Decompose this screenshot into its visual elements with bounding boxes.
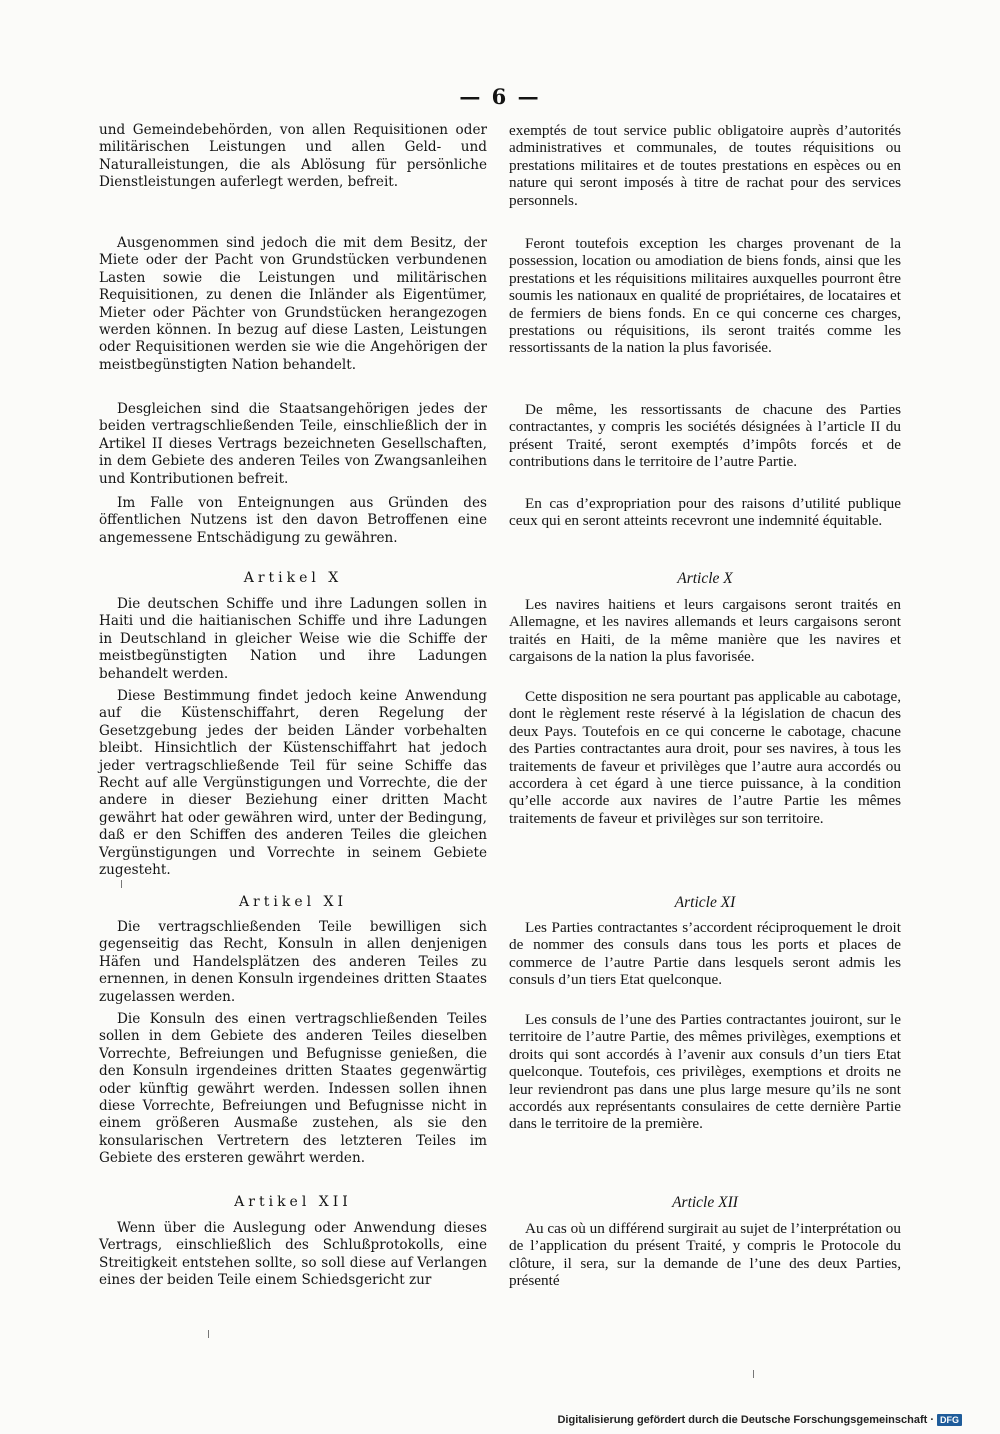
german-paragraph-7 bbox=[99, 919, 487, 1006]
french-text: Cette disposition ne sera pourtant pas applicable au cabotage, dont le règlement reste réservé à la législation de chacun des deux Pays. Toutefois en ce qui concerne le cabotage, chacune des Parties contractantes aura droit, pour ses navires, à tous les traitements de faveur et privilèges que l’autre aura accordés ou accordera à cet égard à une tierce puissance, à la condition qu’elle accorde aux navires de l’autre Partie les mêmes traitements de faveur et privilèges sur son territoire. bbox=[509, 688, 901, 827]
german-text: Desgleichen sind die Staatsangehörigen jedes der beiden vertragschließenden Teile, einschließlich der in Artikel II dieses Vertrags bezeichneten Gesellschaften, in dem Gebiete des anderen Teiles von Zwangsanleihen und Kontributionen befreit. bbox=[99, 401, 487, 487]
german-text: Im Falle von Enteignungen aus Gründen des öffentlichen Nutzens ist den davon Betroffenen eine angemessene Entschädigung zu gewähren. bbox=[99, 495, 487, 546]
french-paragraph-5 bbox=[509, 596, 901, 666]
german-paragraph-9 bbox=[99, 1220, 487, 1290]
german-paragraph-3 bbox=[99, 401, 487, 488]
french-text: Au cas où un différend surgirait au sujet de l’interprétation ou de l’application du présent Traité, y compris le Protocole du clôture, il sera, sur la demande de l’une des deux Parties, présenté bbox=[509, 1220, 901, 1290]
scan-speck bbox=[121, 880, 122, 888]
french-text: De même, les ressortissants de chacune des Parties contractantes, y compris les sociétés désignées à l’article II du présent Traité, seront exemptés d’impôts forcés et de contributions dans le territoire de l’autre Partie. bbox=[509, 401, 901, 471]
german-text: und Gemeindebehörden, von allen Requisitionen oder militärischen Leistungen und allen Geld- und Naturalleistungen, die als Ablösung für persönliche Dienstleistungen auferlegt werden, befreit. bbox=[99, 122, 487, 191]
french-paragraph-6 bbox=[509, 688, 901, 827]
german-paragraph-4 bbox=[99, 495, 487, 547]
page-number: — 6 — bbox=[459, 84, 541, 109]
french-text: Les Parties contractantes s’accordent réciproquement le droit de nommer des consuls dans tous les ports et places de commerce de l’autre Partie dans lesquels seront admis les consuls d’un tiers Etat quelconque. bbox=[509, 919, 901, 989]
french-text: En cas d’expropriation pour des raisons d’utilité publique ceux qui en seront atteints recevront une indemnité équitable. bbox=[509, 495, 901, 530]
french-paragraph-4 bbox=[509, 495, 901, 530]
french-article-12-heading: Article XII bbox=[672, 1194, 738, 1211]
french-text: Les consuls de l’une des Parties contractantes jouiront, sur le territoire de l’autre Partie, des mêmes privilèges, exemptions et droits qui sont accordés à l’avenir aux consuls d’un tiers Etat quelconque. Toutefois, ces privilèges, exemptions et droits ne leur reviendront pas dans une plus large mesure qu’ils ne sont accordés aux représentants consulaires de cette dernière Partie dans le territoire de la première. bbox=[509, 1011, 901, 1133]
french-paragraph-3 bbox=[509, 401, 901, 471]
french-article-10-heading: Article X bbox=[677, 570, 733, 587]
scan-speck bbox=[208, 1330, 209, 1338]
german-text: Die deutschen Schiffe und ihre Ladungen sollen in Haiti und die haitianischen Schiffe und ihre Ladungen in Deutschland in gleicher Weise wie die Schiffe der meistbegünstigten Nation und ihre Ladungen behandelt werden. bbox=[99, 596, 487, 682]
french-text: exemptés de tout service public obligatoire auprès d’autorités administratives et communales, de toutes réquisitions ou prestations militaires et de toutes prestations en espèces ou en nature qui seront imposés à titre de rachat pour des services personnels. bbox=[509, 122, 901, 209]
french-text: Les navires haitiens et leurs cargaisons seront traités en Allemagne, et les navires allemands et leurs cargaisons seront traités en Haiti, de la même manière que les navires et cargaisons de la nation la plus favorisée. bbox=[509, 596, 901, 666]
scan-speck bbox=[753, 1370, 754, 1378]
german-article-11-heading: Artikel XI bbox=[238, 894, 348, 910]
french-text: Feront toutefois exception les charges provenant de la possession, location ou amodiation de biens fonds, ainsi que les prestations et les réquisitions militaires auxquelles pourront être soumis les nationaux en qualité de propriétaires, de locataires et de fermiers de biens fonds. En ce qui concerne ces charges, prestations ou réquisitions, ils seront traités comme les ressortissants de la nation la plus favorisée. bbox=[509, 235, 901, 357]
german-paragraph-5 bbox=[99, 596, 487, 683]
german-article-10-heading: Artikel X bbox=[243, 570, 343, 586]
german-paragraph-8 bbox=[99, 1011, 487, 1168]
french-paragraph-9 bbox=[509, 1220, 901, 1290]
french-paragraph-1 bbox=[509, 122, 901, 209]
german-text: Wenn über die Auslegung oder Anwendung dieses Vertrags, einschließlich des Schlußprotokolls, eine Streitigkeit entstehen sollte, so soll diese auf Verlangen eines der beiden Teile einem Schiedsgericht zur bbox=[99, 1220, 487, 1289]
french-paragraph-8 bbox=[509, 1011, 901, 1133]
german-article-12-heading: Artikel XII bbox=[234, 1194, 352, 1210]
french-paragraph-2 bbox=[509, 235, 901, 357]
digitization-credit-text: Digitalisierung gefördert durch die Deutsche Forschungsgemeinschaft · bbox=[557, 1414, 934, 1426]
german-paragraph-6 bbox=[99, 688, 487, 879]
digitization-credit bbox=[557, 1414, 962, 1426]
dfg-logo: DFG bbox=[937, 1414, 962, 1426]
german-text: Die Konsuln des einen vertragschließenden Teiles sollen in dem Gebiete des anderen Teiles dieselben Vorrechte, Befreiungen und Befugnisse genießen, die den Konsuln irgendeines dritten Staates gegenwärtig oder künftig gewährt werden. Indessen sollen ihnen diese Vorrechte, Befreiungen und Befugnisse nicht in einem größeren Ausmaße zustehen, als sie den konsularischen Vertretern des letzteren Teiles im Gebiete des ersteren gewährt werden. bbox=[99, 1011, 487, 1167]
french-paragraph-7 bbox=[509, 919, 901, 989]
german-paragraph-1 bbox=[99, 122, 487, 192]
german-text: Ausgenommen sind jedoch die mit dem Besitz, der Miete oder der Pacht von Grundstücken verbundenen Lasten sowie die Leistungen und militärischen Requisitionen, zu denen die Inländer als Eigentümer, Mieter oder Pächter von Grundstücken herangezogen werden können. In bezug auf diese Lasten, Leistungen oder Requisitionen werden sie wie die Angehörigen der meistbegünstigten Nation behandelt. bbox=[99, 235, 487, 373]
german-text: Diese Bestimmung findet jedoch keine Anwendung auf die Küstenschiffahrt, deren Regelung der Gesetzgebung jedes der beiden Länder vorbehalten bleibt. Hinsichtlich der Küstenschiffahrt hat jedoch jeder vertragschließende Teil für seine Schiffe das Recht auf alle Vergünstigungen und Vorrechte, die der andere in dieser Beziehung einer dritten Macht gewährt hat oder gewähren wird, unter der Bedingung, daß er den Schiffen des anderen Teiles die gleichen Vergünstigungen und Vorrechte in seinem Gebiete zugesteht. bbox=[99, 688, 487, 879]
german-text: Die vertragschließenden Teile bewilligen sich gegenseitig das Recht, Konsuln in allen denjenigen Häfen und Handelsplätzen des anderen Teiles zu ernennen, in denen Konsuln irgendeines dritten Staates zugelassen werden. bbox=[99, 919, 487, 1005]
german-paragraph-2 bbox=[99, 235, 487, 374]
french-article-11-heading: Article XI bbox=[674, 894, 736, 911]
